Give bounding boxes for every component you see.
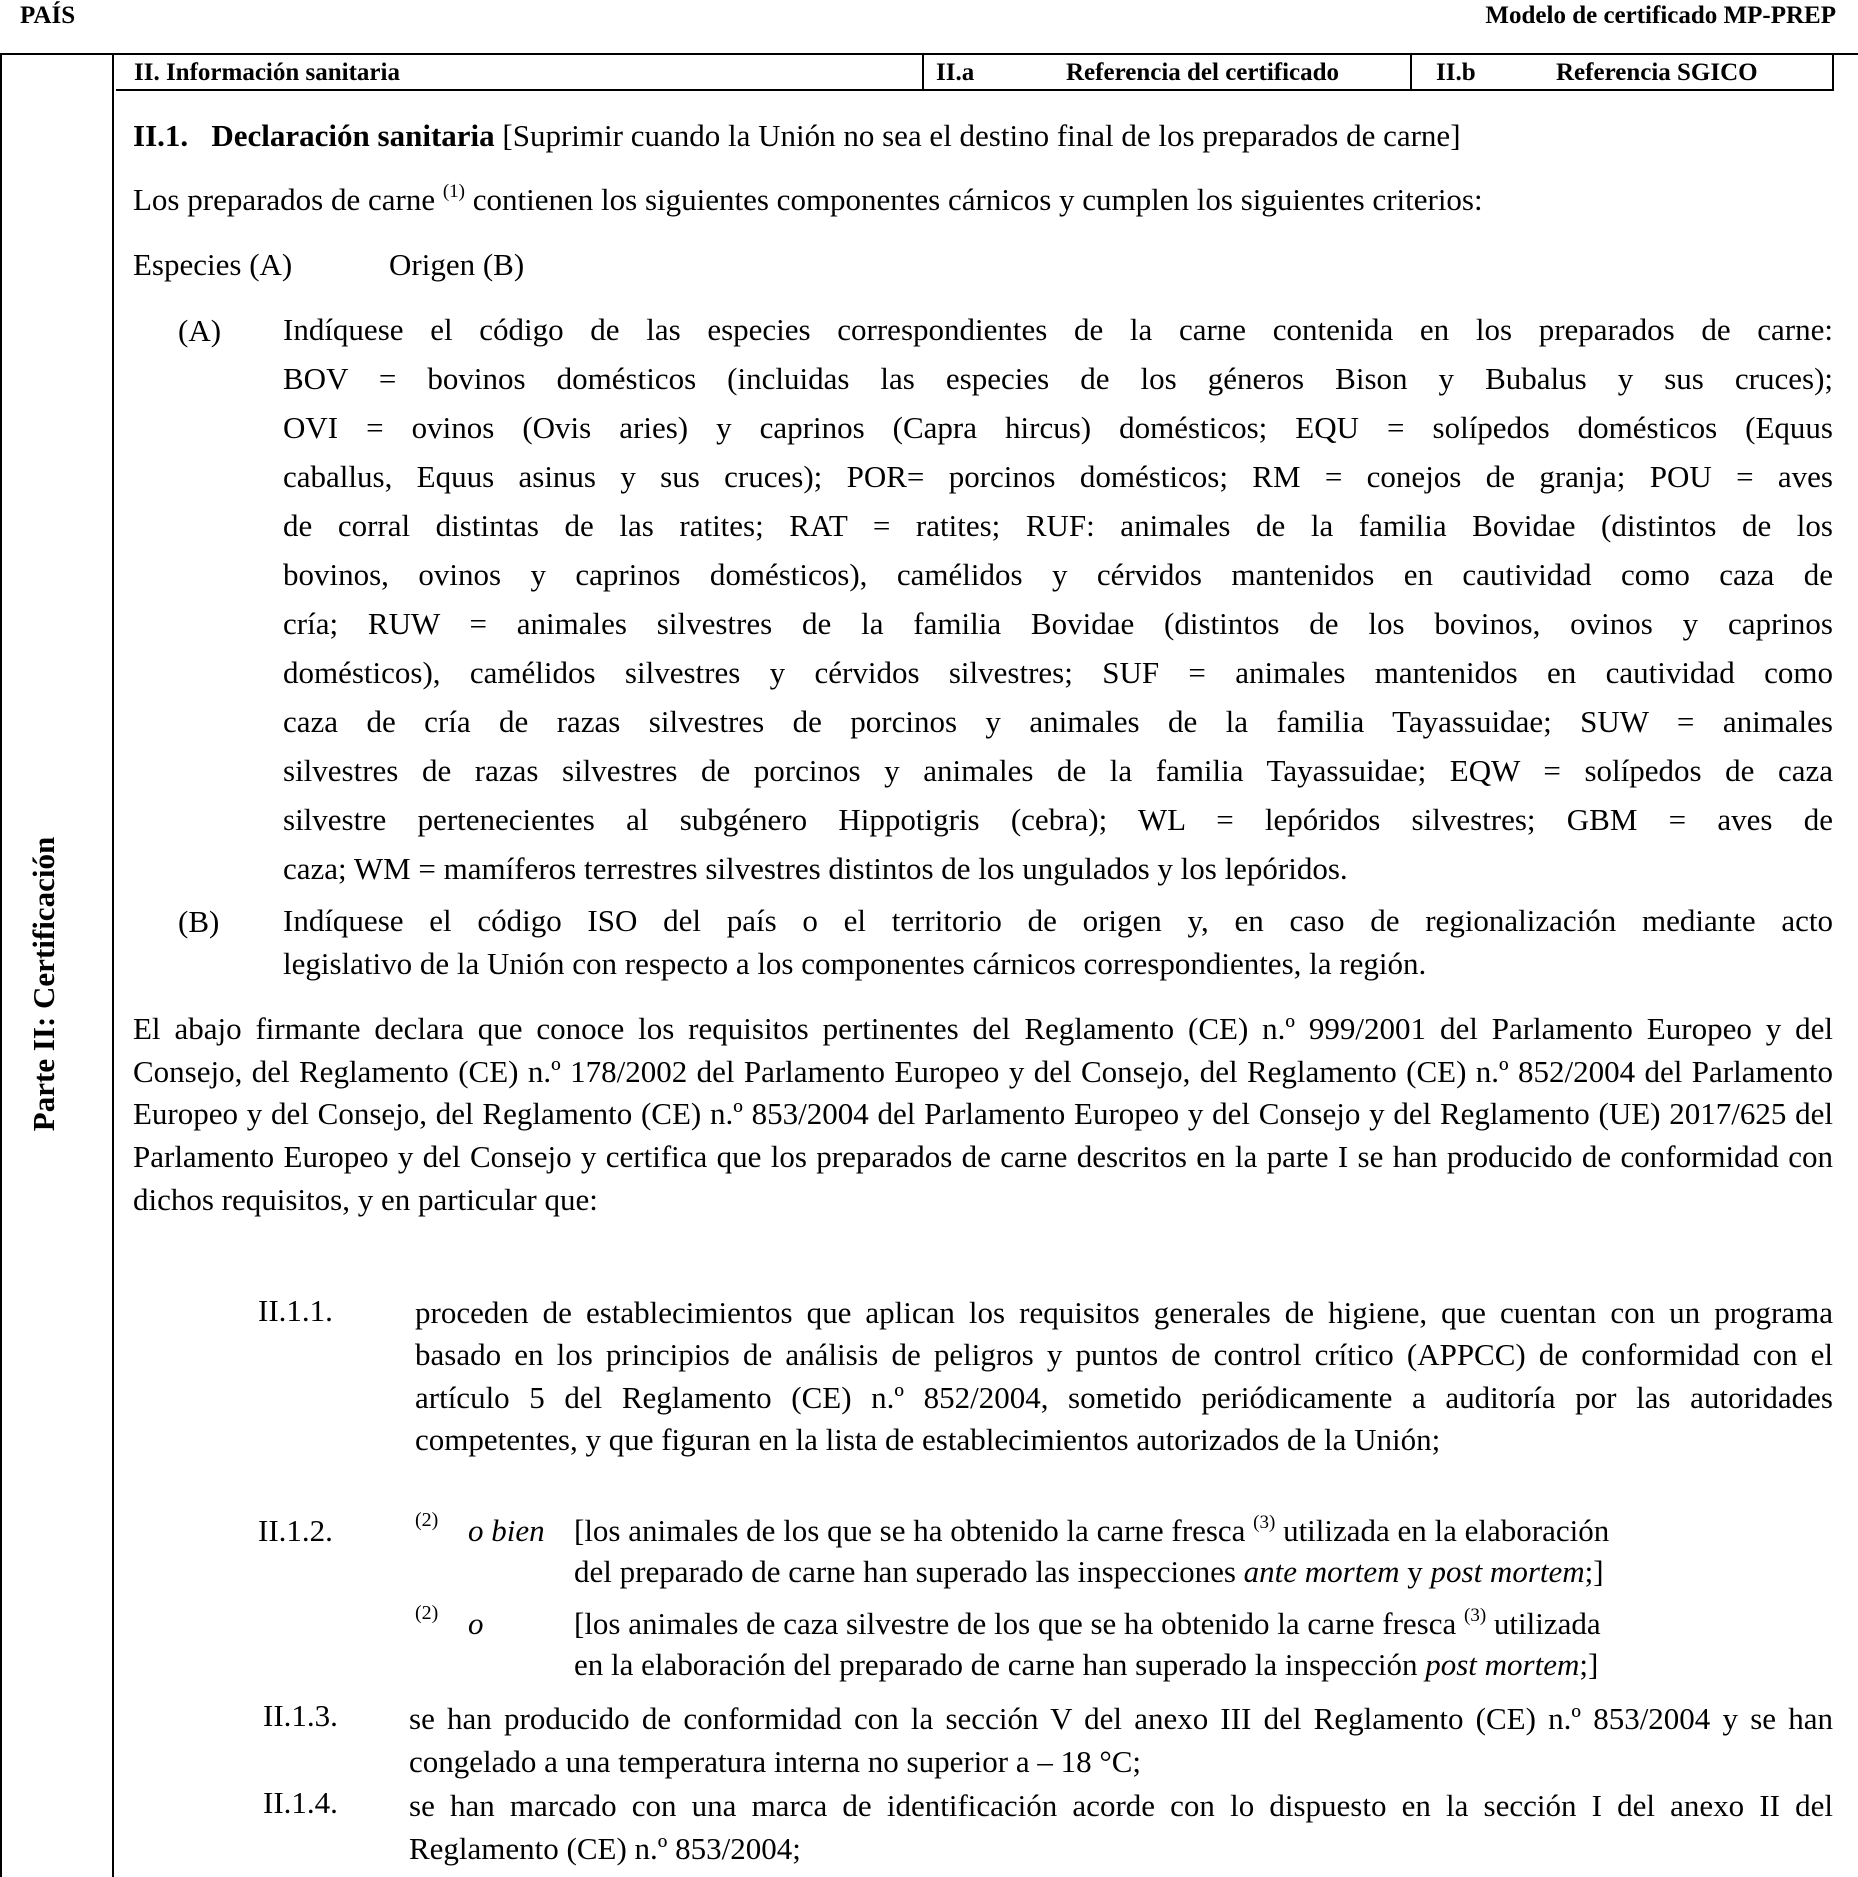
note-line: Indíquese el código ISO del país o el territorio de origen y, en caso de regionalización mediante acto bbox=[283, 903, 1833, 938]
option-text: [los animales de caza silvestre de los que se ha obtenido la carne fresca bbox=[574, 1606, 1457, 1641]
item-number: II.1.1. bbox=[258, 1293, 333, 1328]
note-a-label: (A) bbox=[178, 313, 222, 348]
option-line bbox=[574, 1605, 1601, 1642]
certificate-model-title: Modelo de certificado MP-PREP bbox=[1485, 2, 1836, 29]
item-text: se han producido de conformidad con la sección V del anexo III del Reglamento (CE) n.º 853/2004 y se han congelado a una temperatura interna no superior a – 18 °C; bbox=[409, 1701, 1833, 1779]
option-text: ;] bbox=[1584, 1554, 1604, 1589]
option-word: o bbox=[468, 1606, 484, 1641]
note-line: de corral distintas de las ratites; RAT = ratites; RUF: animales de la familia Bovidae (distintos de los bbox=[283, 508, 1833, 543]
country-field: PAÍS bbox=[20, 2, 76, 29]
note-line: caza de cría de razas silvestres de porcinos y animales de la familia Tayassuidae; SUW = animales bbox=[283, 704, 1833, 739]
item-text: se han marcado con una marca de identificación acorde con lo dispuesto en la sección I del anexo II del Reglamento (CE) n.º 853/2004; bbox=[409, 1788, 1833, 1866]
intro-text: contienen los siguientes componentes cárnicos y cumplen los siguientes criterios: bbox=[472, 182, 1483, 217]
note-line: bovinos, ovinos y caprinos domésticos), camélidos y cérvidos mantenidos en cautividad como caza de bbox=[283, 557, 1833, 592]
latin-term: post mortem bbox=[1430, 1554, 1585, 1589]
option-word: o bien bbox=[468, 1513, 545, 1548]
declaration-paragraph: El abajo firmante declara que conoce los requisitos pertinentes del Reglamento (CE) n.º 999/2001 del Parlamento Europeo y del Consejo, del Reglamento (CE) n.º 178/2002 del Parlamento Europeo y del Consejo, del Reglamento (CE) n.º 852/2004 del Parlamento Europeo y del Consejo, del Reglamento (CE) n.º 853/2004 del Parlamento Europeo y del Consejo y del Reglamento (UE) 2017/625 del Parlamento Europeo y del Consejo y certifica que los preparados de carne descritos en la parte I se han producido de conformidad con dichos requisitos, y en particular que: bbox=[133, 1011, 1833, 1217]
note-line: BOV = bovinos domésticos (incluidas las especies de los géneros Bison y Bubalus y sus cruces); bbox=[283, 361, 1833, 396]
note-line: silvestres de razas silvestres de porcinos y animales de la familia Tayassuidae; EQW = solípedos de caza bbox=[283, 753, 1833, 788]
divider bbox=[1410, 55, 1412, 91]
note-line: caballus, Equus asinus y sus cruces); POR= porcinos domésticos; RM = conejos de granja; POU = aves bbox=[283, 459, 1833, 494]
info-row bbox=[116, 55, 1834, 91]
footnote-ref: (2) bbox=[415, 1602, 439, 1624]
option-line bbox=[574, 1512, 1609, 1549]
item-text: proceden de establecimientos que aplican los requisitos generales de higiene, que cuentan con un programa basado en los principios de análisis de peligros y puntos de control crítico (APPCC) de conformidad con el artículo 5 del Reglamento (CE) n.º 852/2004, sometido periódicamente a auditoría por las autoridades competentes, y que figuran en la lista de establecimientos autorizados de la Unión; bbox=[415, 1295, 1833, 1458]
latin-term: ante mortem bbox=[1243, 1554, 1400, 1589]
footnote-ref: (3) bbox=[1464, 1605, 1487, 1626]
intro-text: Los preparados de carne bbox=[133, 182, 436, 217]
right-edge bbox=[1832, 53, 1834, 91]
option-line bbox=[574, 1646, 1598, 1683]
note-line: legislativo de la Unión con respecto a los componentes cárnicos correspondientes, la región. bbox=[283, 946, 1427, 981]
item-number: II.1.3. bbox=[263, 1698, 338, 1733]
note-line: Indíquese el código de las especies correspondientes de la carne contenida en los preparados de carne: bbox=[283, 312, 1833, 347]
section-title: II. Información sanitaria bbox=[134, 59, 400, 86]
note-line: cría; RUW = animales silvestres de la familia Bovidae (distintos de los bovinos, ovinos y caprinos bbox=[283, 606, 1833, 641]
option-text: ;] bbox=[1579, 1647, 1599, 1682]
option-text: en la elaboración del preparado de carne han superado la inspección bbox=[574, 1647, 1418, 1682]
section-heading bbox=[133, 117, 1461, 154]
note-line: silvestre pertenecientes al subgénero Hippotigris (cebra); WL = lepóridos silvestres; GBM = aves de bbox=[283, 802, 1833, 837]
latin-term: post mortem bbox=[1425, 1647, 1580, 1682]
side-label-text: Parte II: Certificación bbox=[26, 836, 61, 1132]
note-b-label: (B) bbox=[178, 904, 220, 939]
section-title-bold: Declaración sanitaria bbox=[211, 118, 495, 153]
note-line: domésticos), camélidos silvestres y cérvidos silvestres; SUF = animales mantenidos en cautividad como bbox=[283, 655, 1833, 690]
ref-label-b: Referencia SGICO bbox=[1556, 59, 1758, 86]
footnote-ref: (2) bbox=[415, 1509, 439, 1531]
option-text: utilizada en la elaboración bbox=[1283, 1513, 1610, 1548]
option-text: utilizada bbox=[1493, 1606, 1601, 1641]
intro-line bbox=[133, 181, 1483, 218]
item-number: II.1.2. bbox=[258, 1513, 333, 1548]
footnote-ref: (3) bbox=[1253, 1512, 1276, 1533]
ref-label-a: Referencia del certificado bbox=[1066, 59, 1340, 86]
section-number: II.1. bbox=[133, 118, 189, 153]
option-text: del preparado de carne han superado las inspecciones bbox=[574, 1554, 1236, 1589]
option-text: [los animales de los que se ha obtenido la carne fresca bbox=[574, 1513, 1246, 1548]
footnote-ref: (1) bbox=[442, 181, 466, 202]
option-text: y bbox=[1407, 1554, 1423, 1589]
species-column-label: Especies (A) bbox=[133, 247, 293, 282]
divider bbox=[922, 55, 924, 91]
ref-code-a: II.a bbox=[936, 59, 975, 86]
origin-column-label: Origen (B) bbox=[389, 247, 525, 282]
option-line bbox=[574, 1553, 1604, 1590]
note-line: caza; WM = mamíferos terrestres silvestres distintos de los ungulados y los lepóridos. bbox=[283, 851, 1348, 886]
item-number: II.1.4. bbox=[263, 1785, 338, 1820]
section-note: [Suprimir cuando la Unión no sea el destino final de los preparados de carne] bbox=[502, 118, 1461, 153]
ref-code-b: II.b bbox=[1436, 59, 1476, 86]
note-line: OVI = ovinos (Ovis aries) y caprinos (Capra hircus) domésticos; EQU = solípedos domésticos (Equus bbox=[283, 410, 1833, 445]
